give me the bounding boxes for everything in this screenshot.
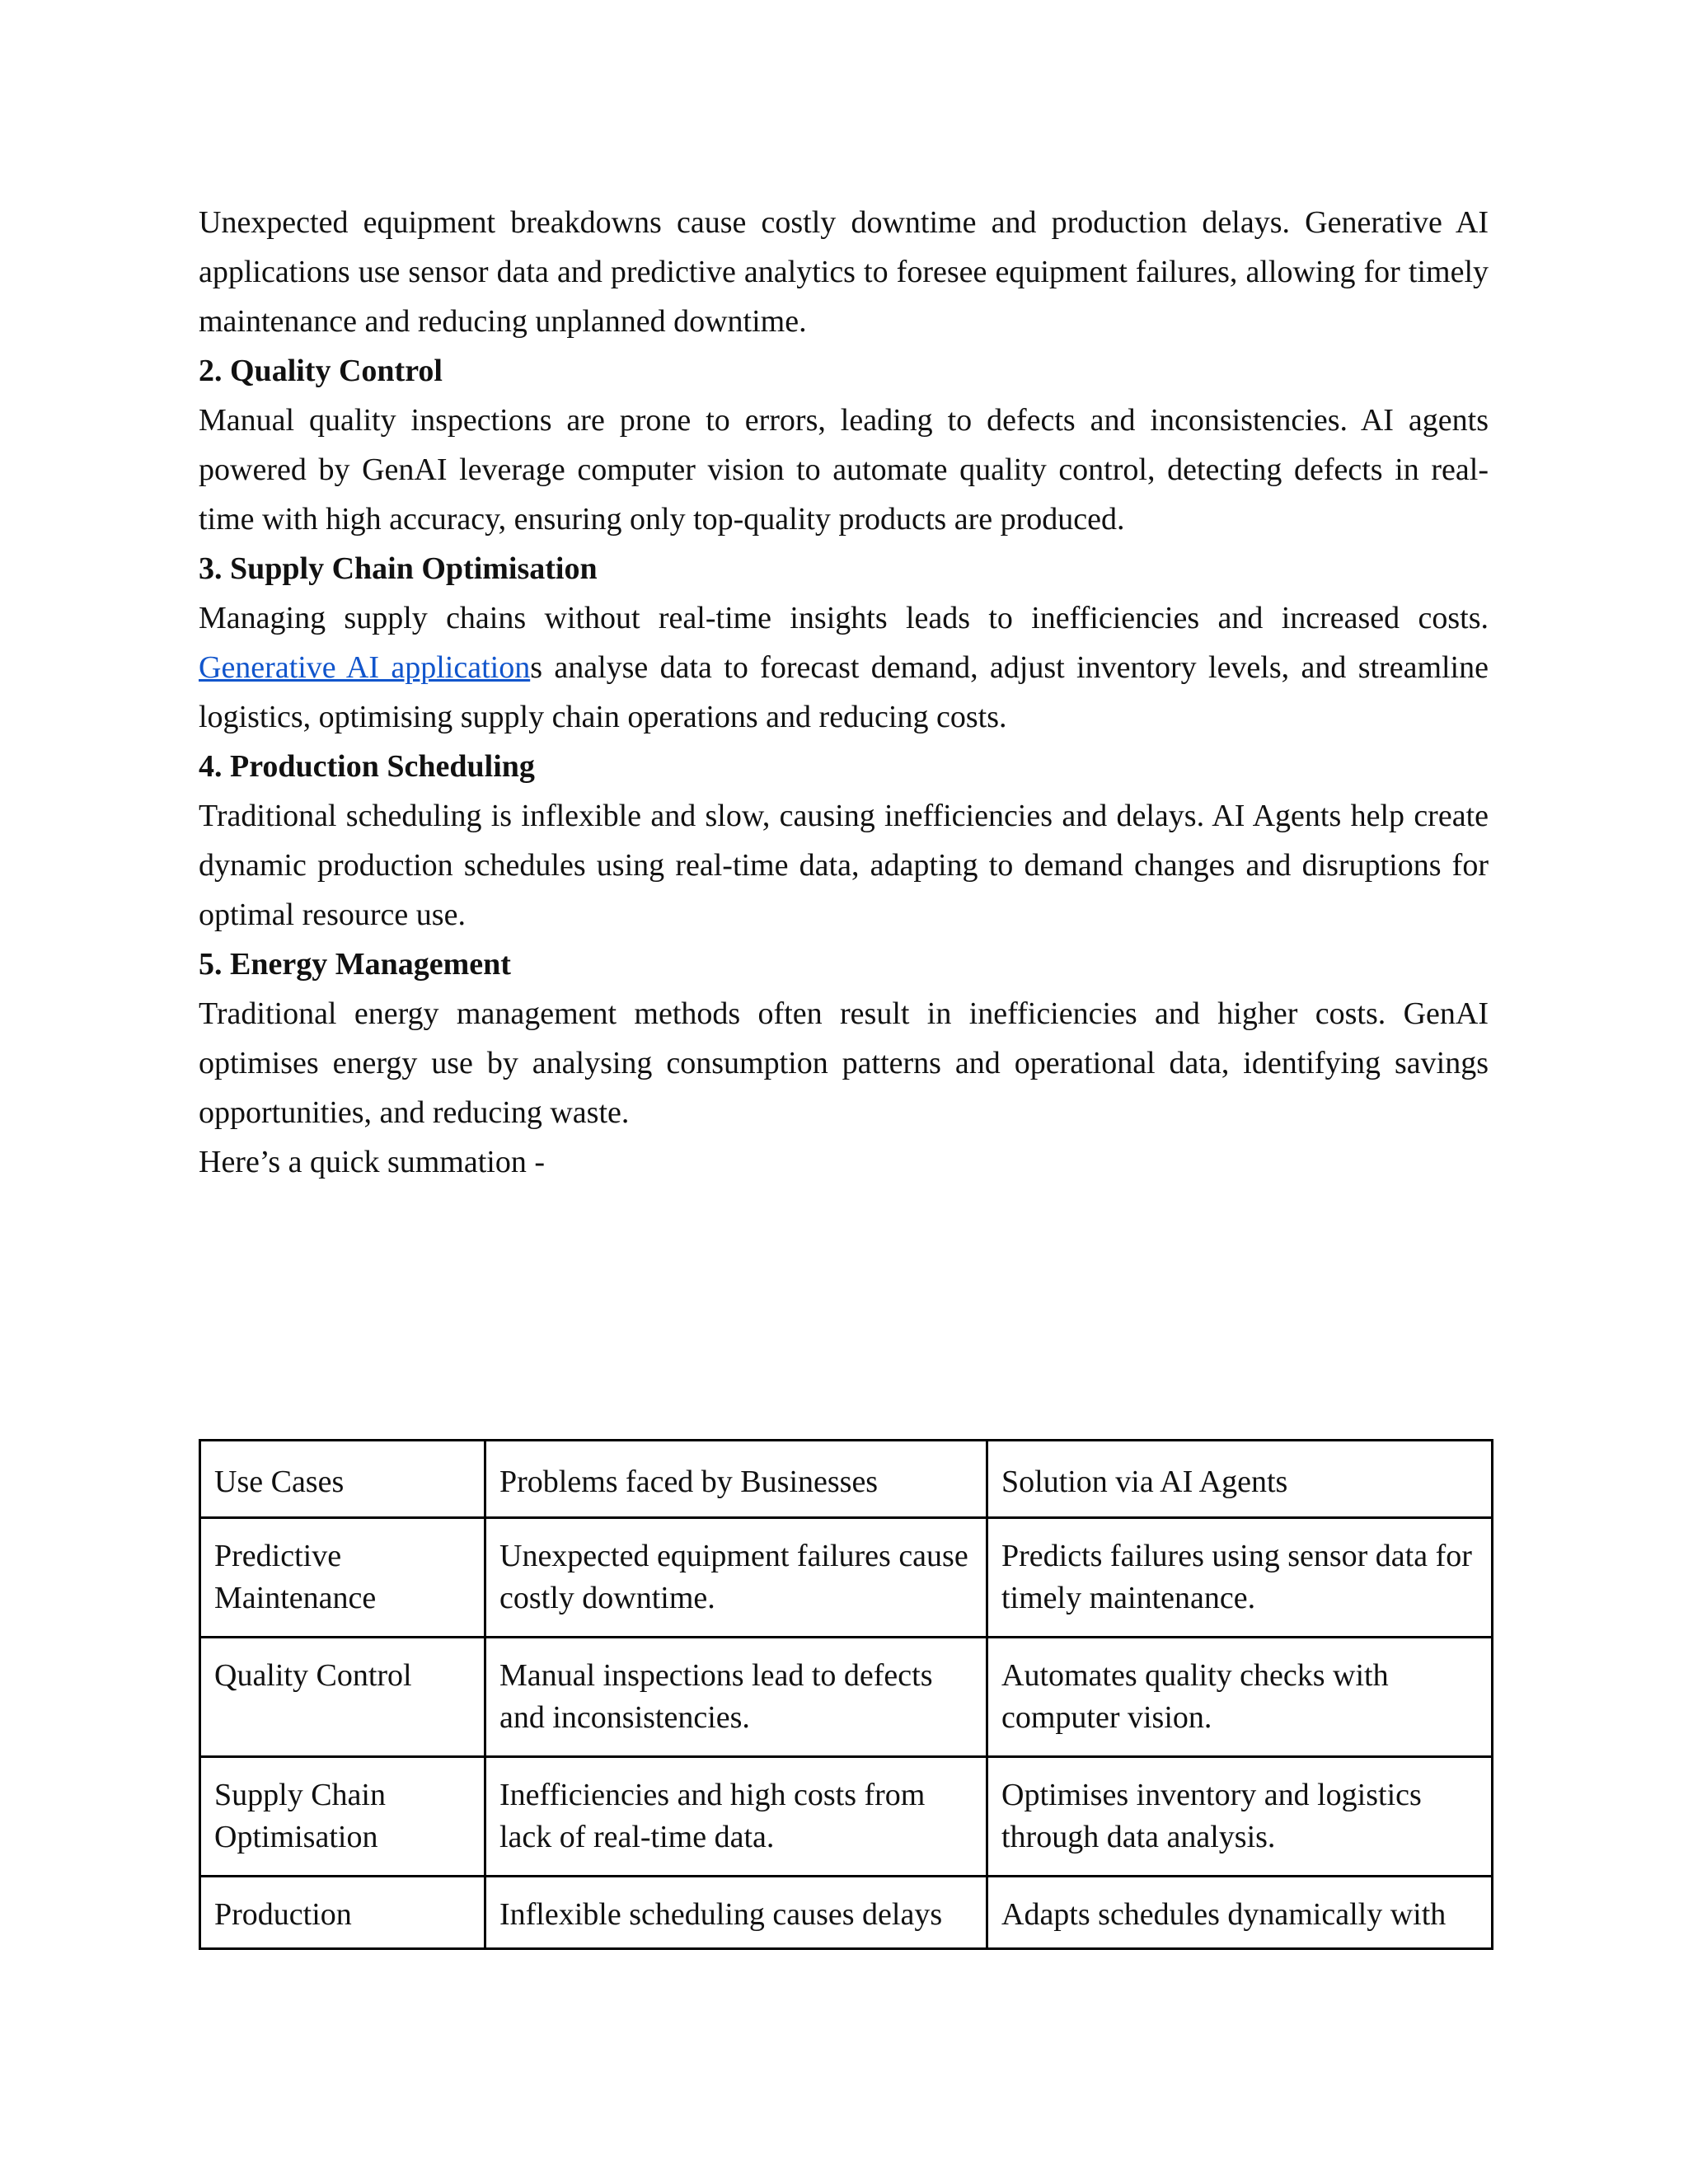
supply-lead-text: Managing supply chains without real-time insights leads to inefficiencies and increased costs. [199,601,1489,635]
table-cell-problem: Inefficiencies and high costs from lack of real-time data. [485,1757,987,1877]
summary-table [199,1439,1493,1950]
table-row [200,1638,1493,1757]
table-cell-use-case: Supply Chain Optimisation [200,1757,485,1877]
table-cell-problem: Unexpected equipment failures cause costly downtime. [485,1518,987,1638]
document-page [199,198,1489,1187]
paragraph-energy-management: Traditional energy management methods often result in inefficiencies and higher costs. GenAI optimises energy use by analysing consumption patterns and operational data, identifying savings opportunities, and reducing waste. [199,996,1489,1130]
supply-rest-text: s analyse data to forecast demand, adjust inventory levels, and streamline logistics, optimising supply chain operations and reducing costs. [199,650,1489,734]
table-row [200,1757,1493,1877]
header-use-cases: Use Cases [200,1441,485,1518]
table-row [200,1877,1493,1949]
table-header-row [200,1441,1493,1518]
heading-energy-management: 5. Energy Management [199,947,511,982]
generative-ai-application-link[interactable]: Generative AI application [199,650,531,685]
summation-line: Here’s a quick summation - [199,1145,546,1179]
paragraph-production-scheduling: Traditional scheduling is inflexible and slow, causing inefficiencies and delays. AI Agents help create dynamic production schedules using real-time data, adapting to demand changes and disruptions for optimal resource use. [199,799,1489,932]
heading-production-scheduling: 4. Production Scheduling [199,749,535,784]
table-cell-problem: Manual inspections lead to defects and inconsistencies. [485,1638,987,1757]
header-solution: Solution via AI Agents [987,1441,1493,1518]
table-cell-use-case: Quality Control [200,1638,485,1757]
table-cell-problem: Inflexible scheduling causes delays [485,1877,987,1949]
paragraph-supply-chain [199,593,1489,742]
table-cell-solution: Adapts schedules dynamically with [987,1877,1493,1949]
table-cell-solution: Optimises inventory and logistics through data analysis. [987,1757,1493,1877]
paragraph-quality-control: Manual quality inspections are prone to errors, leading to defects and inconsistencies. AI agents powered by GenAI leverage computer vision to automate quality control, detecting defects in real-time with high accuracy, ensuring only top-quality products are produced. [199,403,1489,537]
table-cell-use-case: Production [200,1877,485,1949]
heading-supply-chain: 3. Supply Chain Optimisation [199,551,598,586]
paragraph-predictive-maintenance: Unexpected equipment breakdowns cause costly downtime and production delays. Generative AI applications use sensor data and predictive analytics to foresee equipment failures, allowing for timely maintenance and reducing unplanned downtime. [199,205,1489,339]
table-row [200,1518,1493,1638]
table-cell-solution: Predicts failures using sensor data for timely maintenance. [987,1518,1493,1638]
table-cell-use-case: Predictive Maintenance [200,1518,485,1638]
table-cell-solution: Automates quality checks with computer vision. [987,1638,1493,1757]
header-problems: Problems faced by Businesses [485,1441,987,1518]
heading-quality-control: 2. Quality Control [199,354,443,388]
